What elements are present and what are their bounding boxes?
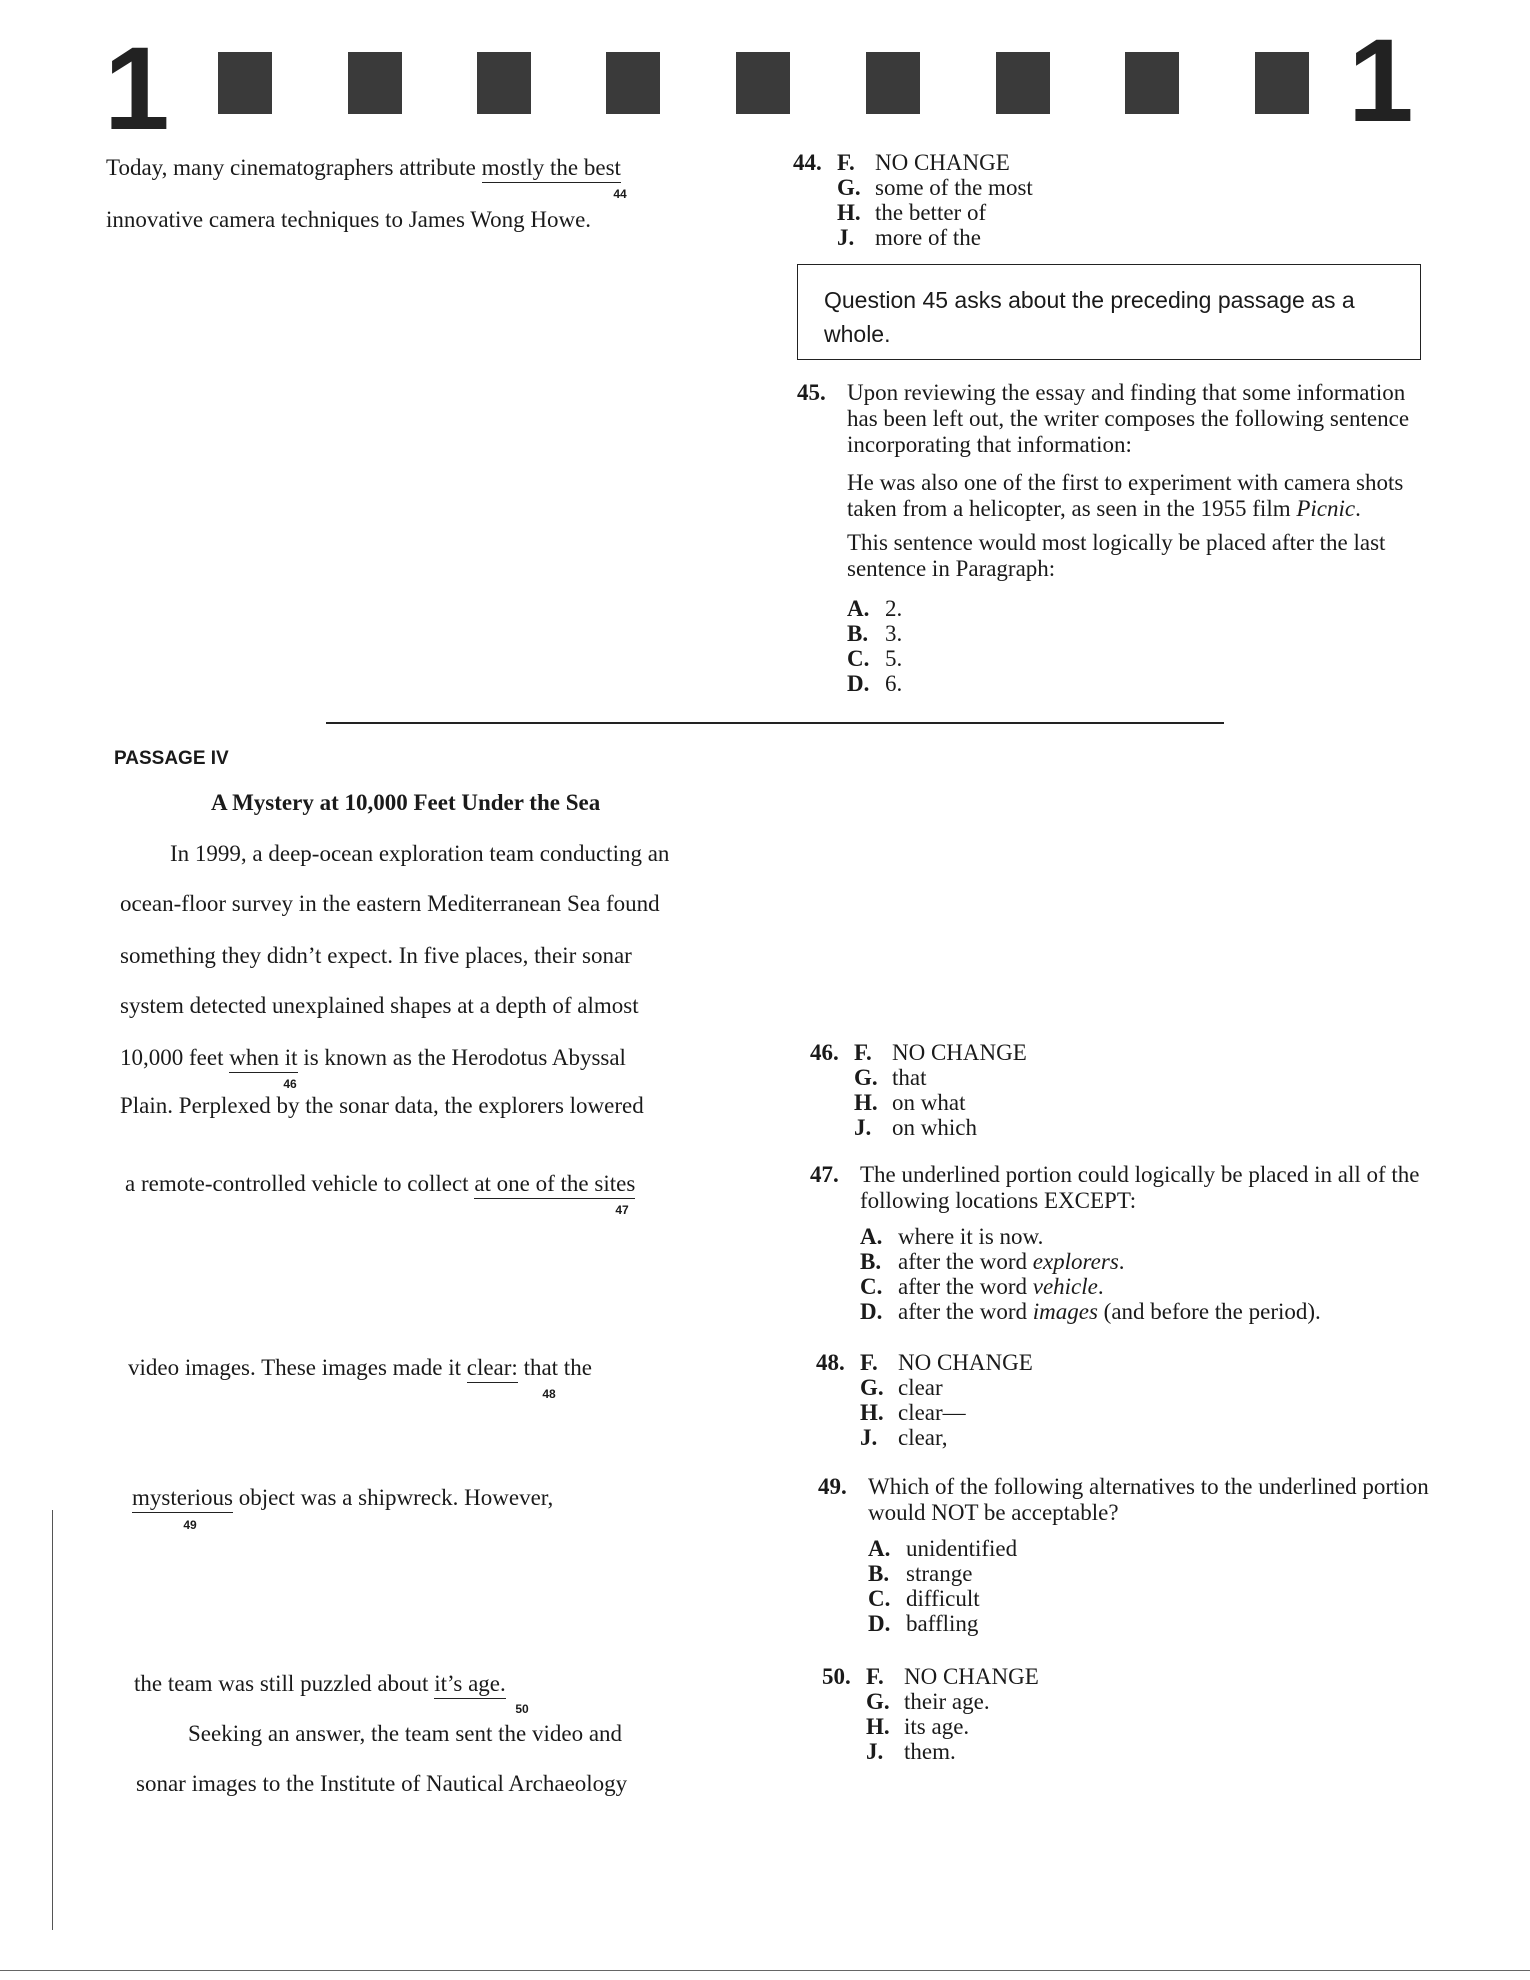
passage-line: Today, many cinematographers attribute mostly the best: [106, 156, 621, 179]
option[interactable]: A. where it is now.: [860, 1224, 1044, 1249]
question-45-note: Question 45 asks about the preceding passage as a whole.: [797, 264, 1421, 360]
question-marker-46: 46: [283, 1077, 297, 1091]
header-block: [477, 52, 531, 114]
question-46: [810, 1040, 1027, 1140]
scan-margin-line: [52, 1510, 53, 1930]
passage-line: Seeking an answer, the team sent the video and: [188, 1721, 623, 1746]
option[interactable]: C. 5.: [847, 646, 903, 671]
header-block: [218, 52, 272, 114]
question-50: [822, 1664, 1039, 1764]
option[interactable]: D. baffling: [868, 1611, 979, 1636]
option[interactable]: J. more of the: [837, 225, 982, 250]
header-block: [996, 52, 1050, 114]
question-49: 49. Which of the following alternatives to the underlined portion would NOT be acceptable? A. unidentified B. strange C. difficult D. baffling: [818, 1474, 1448, 1636]
underlined-portion-46: when it: [229, 1045, 297, 1073]
question-stem: The underlined portion could logically be placed in all of the following locations EXCEPT:: [860, 1162, 1420, 1213]
passage-line: 10,000 feet when it is known as the Herodotus Abyssal: [120, 1046, 626, 1069]
question-marker-48: 48: [542, 1387, 556, 1401]
option[interactable]: D. after the word images (and before the period).: [860, 1299, 1321, 1324]
option[interactable]: J. on which: [854, 1115, 977, 1140]
passage-line: In 1999, a deep-ocean exploration team conducting an: [170, 841, 670, 866]
section-number-right: 1: [1348, 15, 1414, 147]
header-block: [1255, 52, 1309, 114]
option[interactable]: B. 3.: [847, 621, 903, 646]
option-list: [868, 1536, 1448, 1636]
option-list: [847, 596, 1432, 696]
passage-line: innovative camera techniques to James Wong Howe.: [106, 207, 592, 232]
passage-line: Plain. Perplexed by the sonar data, the explorers lowered: [120, 1093, 644, 1118]
passage-line: the team was still puzzled about it’s age.: [134, 1672, 506, 1695]
section-divider: [326, 722, 1224, 724]
option[interactable]: B. after the word explorers.: [860, 1249, 1125, 1274]
section-number-left: 1: [104, 23, 170, 155]
passage-label: PASSAGE IV: [114, 748, 229, 769]
question-44: [793, 150, 1033, 250]
question-marker-44: 44: [613, 187, 627, 201]
option[interactable]: H. on what: [854, 1090, 966, 1115]
option[interactable]: H. its age.: [866, 1714, 970, 1739]
option[interactable]: C. after the word vehicle.: [860, 1274, 1104, 1299]
option[interactable]: J. them.: [866, 1739, 956, 1764]
question-prompt: This sentence would most logically be placed after the last sentence in Paragraph:: [847, 530, 1386, 581]
question-47: 47. The underlined portion could logically be placed in all of the following locations EXCEPT: A. where it is now. B. after the word explorers. C. after the word vehicle. D. after the word images (and before the period).: [810, 1162, 1440, 1324]
passage-title: A Mystery at 10,000 Feet Under the Sea: [211, 790, 601, 815]
header-block: [1125, 52, 1179, 114]
question-45: 45. Upon reviewing the essay and finding that some information has been left out, the writer composes the following sentence incorporating that information: He was also one of the first to experiment with camera shots taken from a helicopter, as seen in the 1955 film Picnic. This sentence would most logically be placed after the last sentence in Paragraph: A. 2. B. 3. C. 5. D. 6.: [797, 380, 1432, 696]
underlined-portion-49: mysterious: [132, 1485, 233, 1513]
option[interactable]: D. 6.: [847, 671, 903, 696]
option[interactable]: H. the better of: [837, 200, 987, 225]
passage-line: system detected unexplained shapes at a depth of almost: [120, 993, 639, 1018]
passage-line: ocean-floor survey in the eastern Mediterranean Sea found: [120, 891, 660, 916]
option[interactable]: H. clear—: [860, 1400, 966, 1425]
passage-line: mysterious object was a shipwreck. However,: [132, 1486, 553, 1509]
option[interactable]: 50. F. NO CHANGE: [822, 1664, 1039, 1689]
option[interactable]: G. that: [854, 1065, 927, 1090]
question-48: [816, 1350, 1033, 1450]
passage-line: a remote-controlled vehicle to collect at one of the sites: [125, 1172, 635, 1195]
option[interactable]: J. clear,: [860, 1425, 948, 1450]
underlined-portion-50: it’s age.: [434, 1671, 506, 1699]
underlined-portion-44: mostly the best: [482, 155, 621, 183]
passage-line: something they didn’t expect. In five places, their sonar: [120, 943, 632, 968]
passage-line: sonar images to the Institute of Nautical Archaeology: [136, 1771, 628, 1796]
underlined-portion-47: at one of the sites: [474, 1171, 635, 1199]
option[interactable]: 46. F. NO CHANGE: [810, 1040, 1027, 1065]
question-marker-47: 47: [615, 1203, 629, 1217]
option[interactable]: G. some of the most: [837, 175, 1033, 200]
option[interactable]: 48. F. NO CHANGE: [816, 1350, 1033, 1375]
question-marker-50: 50: [515, 1702, 529, 1716]
option[interactable]: 44. F. NO CHANGE: [793, 150, 1010, 175]
header-block: [736, 52, 790, 114]
header-block: [606, 52, 660, 114]
question-stem: Upon reviewing the essay and finding that some information has been left out, the writer composes the following sentence incorporating that information:: [847, 380, 1410, 457]
option[interactable]: A. 2.: [847, 596, 903, 621]
quoted-sentence: He was also one of the first to experiment with camera shots taken from a helicopter, as seen in the 1955 film Picnic.: [847, 470, 1404, 521]
header-block: [866, 52, 920, 114]
underlined-portion-48: clear:: [467, 1355, 518, 1383]
question-stem: Which of the following alternatives to the underlined portion would NOT be acceptable?: [868, 1474, 1429, 1525]
option[interactable]: G. clear: [860, 1375, 943, 1400]
question-marker-49: 49: [183, 1518, 197, 1532]
option[interactable]: B. strange: [868, 1561, 973, 1586]
scan-bottom-edge: [0, 1970, 1530, 1971]
option[interactable]: C. difficult: [868, 1586, 980, 1611]
passage-line: video images. These images made it clear: that the: [128, 1356, 592, 1379]
option[interactable]: G. their age.: [866, 1689, 990, 1714]
option[interactable]: A. unidentified: [868, 1536, 1018, 1561]
header-block: [348, 52, 402, 114]
option-list: [860, 1224, 1440, 1324]
